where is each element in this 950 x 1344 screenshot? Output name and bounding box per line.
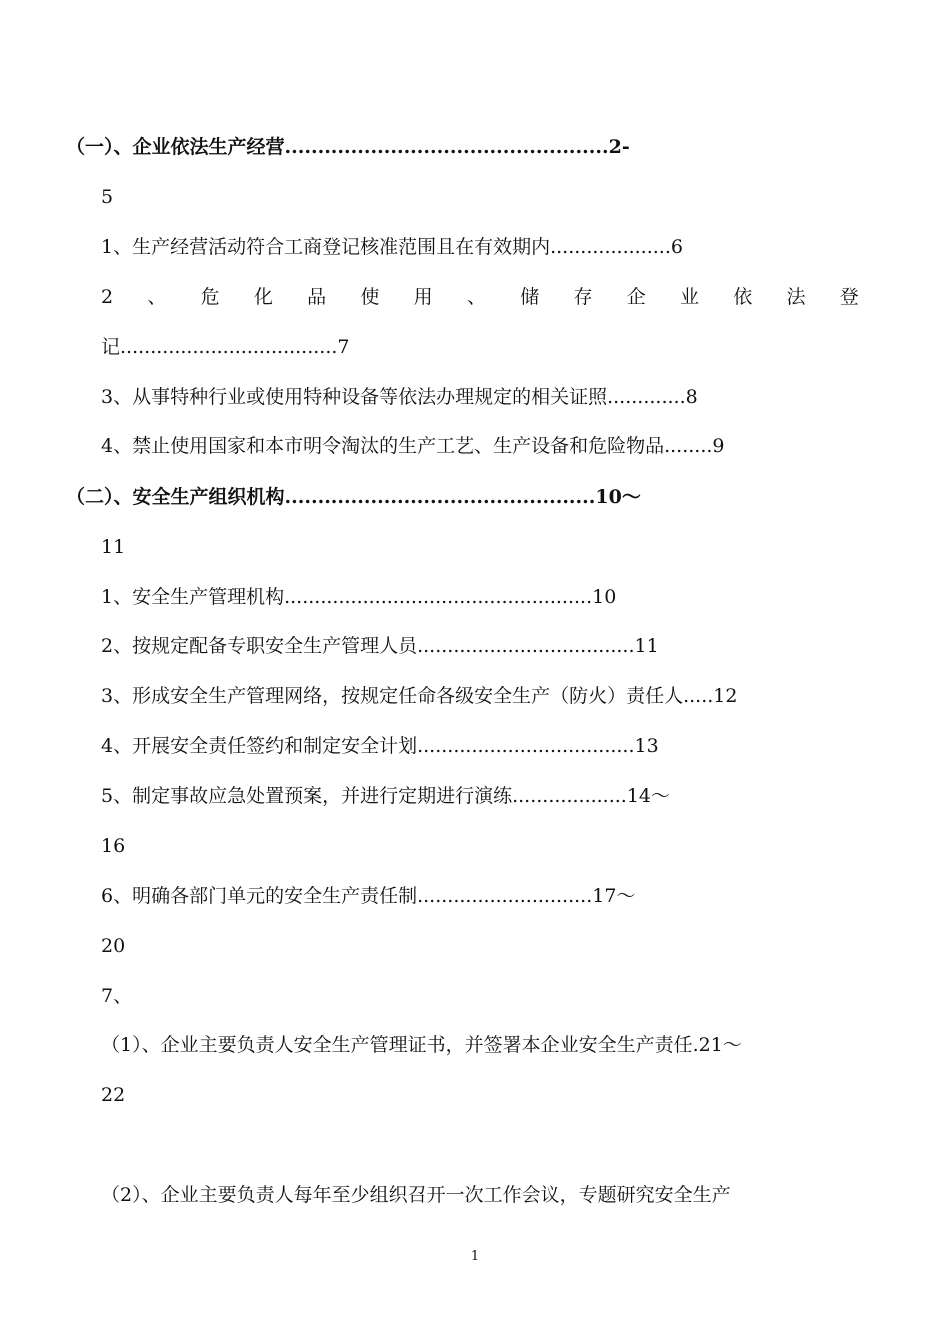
toc-page-continuation: 5 bbox=[101, 186, 114, 208]
toc-subitem: （2）、企业主要负责人每年至少组织召开一次工作会议，专题研究安全生产 bbox=[101, 1184, 731, 1206]
toc-item: 2、按规定配备专职安全生产管理人员....................................11 bbox=[101, 635, 659, 657]
toc-char: 业 bbox=[680, 286, 700, 308]
toc-char: 、 bbox=[466, 286, 486, 308]
toc-char: 2 bbox=[101, 286, 114, 308]
toc-subitem: （1）、企业主要负责人安全生产管理证书，并签署本企业安全生产责任.21～ bbox=[101, 1034, 742, 1056]
toc-section-2: （二）、安全生产组织机构...............................................10～ bbox=[66, 486, 641, 508]
toc-item: 7、 bbox=[101, 985, 133, 1007]
page-number: 1 bbox=[470, 1249, 480, 1264]
toc-item: 4、禁止使用国家和本市明令淘汰的生产工艺、生产设备和危险物品........9 bbox=[101, 435, 725, 457]
toc-page-continuation: 16 bbox=[101, 835, 126, 857]
toc-char: 品 bbox=[307, 286, 327, 308]
toc-item: 5、制定事故应急处置预案，并进行定期进行演练...................14～ bbox=[101, 785, 671, 807]
toc-char: 化 bbox=[253, 286, 273, 308]
toc-item: 4、开展安全责任签约和制定安全计划....................................13 bbox=[101, 735, 659, 757]
toc-char: 储 bbox=[520, 286, 540, 308]
toc-char: 企 bbox=[626, 286, 646, 308]
toc-item: 3、形成安全生产管理网络，按规定任命各级安全生产（防火）责任人.....12 bbox=[101, 685, 738, 707]
toc-item-continuation: 记....................................7 bbox=[101, 336, 350, 358]
toc-char: 存 bbox=[573, 286, 593, 308]
toc-char: 危 bbox=[200, 286, 220, 308]
toc-char: 依 bbox=[733, 286, 753, 308]
toc-section-1: （一）、企业依法生产经营.................................................2- bbox=[66, 136, 630, 158]
toc-page-continuation: 11 bbox=[101, 536, 126, 558]
toc-page-continuation: 20 bbox=[101, 935, 126, 957]
toc-char: 法 bbox=[786, 286, 806, 308]
toc-item-justified bbox=[101, 284, 859, 310]
toc-item: 1、安全生产管理机构...................................................10 bbox=[101, 586, 617, 608]
toc-char: 用 bbox=[413, 286, 433, 308]
toc-item: 3、从事特种行业或使用特种设备等依法办理规定的相关证照.............8 bbox=[101, 386, 698, 408]
toc-page-continuation: 22 bbox=[101, 1084, 126, 1106]
toc-char: 使 bbox=[360, 286, 380, 308]
toc-char: 、 bbox=[147, 286, 167, 308]
toc-char: 登 bbox=[839, 286, 859, 308]
toc-item: 1、生产经营活动符合工商登记核准范围且在有效期内....................6 bbox=[101, 236, 683, 258]
toc-item: 6、明确各部门单元的安全生产责任制.............................17～ bbox=[101, 885, 636, 907]
